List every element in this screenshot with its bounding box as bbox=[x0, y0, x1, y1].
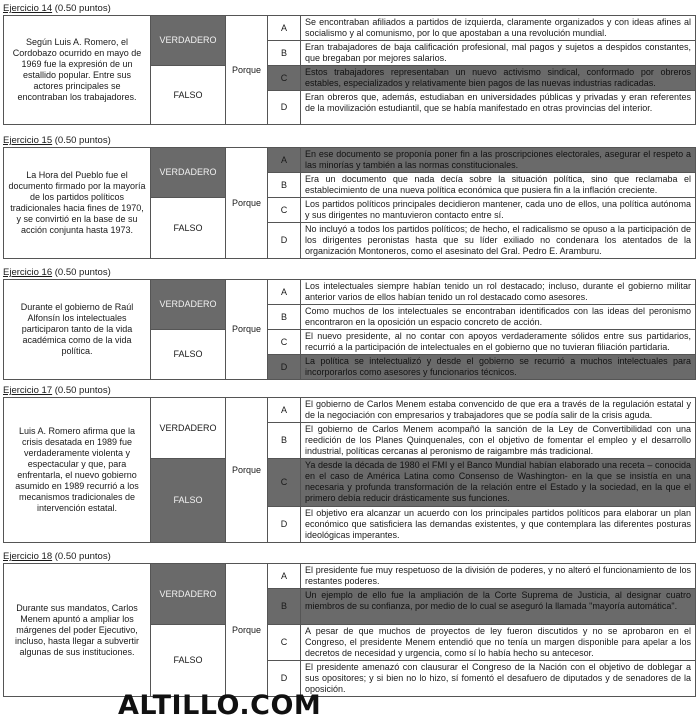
option-letter-d[interactable]: D bbox=[268, 355, 301, 380]
option-letter-a[interactable]: A bbox=[268, 564, 301, 589]
falso-option[interactable]: FALSO bbox=[151, 198, 226, 259]
option-c-text[interactable]: Los partidos políticos principales decidieron mantener, cada uno de ellos, una política autónoma y sus dirigentes no mantuvieron contacto entre sí. bbox=[301, 198, 696, 223]
falso-option[interactable]: FALSO bbox=[151, 459, 226, 543]
altillo-watermark: ALTILLO.COM bbox=[118, 690, 322, 721]
option-letter-a[interactable]: A bbox=[268, 148, 301, 173]
exercise-title: Ejercicio 14 (0.50 puntos) bbox=[3, 3, 111, 14]
option-b-text[interactable]: Eran trabajadores de baja calificación profesional, mal pagos y sujetos a despidos constantes, que bregaban por mejores salarios. bbox=[301, 41, 696, 66]
option-letter-d[interactable]: D bbox=[268, 91, 301, 125]
option-letter-d[interactable]: D bbox=[268, 507, 301, 543]
verdadero-option[interactable]: VERDADERO bbox=[151, 148, 226, 198]
porque-label: Porque bbox=[226, 148, 268, 259]
verdadero-option[interactable]: VERDADERO bbox=[151, 16, 226, 66]
falso-option[interactable]: FALSO bbox=[151, 625, 226, 697]
statement: Durante el gobierno de Raúl Alfonsín los intelectuales participaron tanto de la vida académica como de la vida política. bbox=[4, 280, 151, 380]
option-d-text[interactable]: El presidente amenazó con clausurar el Congreso de la Nación con el objetivo de doblegar a sus opositores; y si bien no lo hizo, sí fomentó el desafuero de diputados y de senadores de la oposición. bbox=[301, 661, 696, 697]
option-a-text[interactable]: El presidente fue muy respetuoso de la división de poderes, y no alteró el funcionamiento de los restantes poderes. bbox=[301, 564, 696, 589]
exercise-16 bbox=[3, 266, 695, 380]
option-b-text[interactable]: Como muchos de los intelectuales se encontraban identificados con las ideas del peronismo encontraron en la oposición un espacio concreto de acción. bbox=[301, 305, 696, 330]
exercise-14 bbox=[3, 2, 695, 125]
statement: La Hora del Pueblo fue el documento firmado por la mayoría de los partidos políticos tradicionales hacia fines de 1970, y se convirtió en la base de su acción conjunta hasta 1973. bbox=[4, 148, 151, 259]
option-letter-b[interactable]: B bbox=[268, 423, 301, 459]
porque-label: Porque bbox=[226, 280, 268, 380]
option-c-text[interactable]: A pesar de que muchos de proyectos de ley fueron discutidos y no se aprobaron en el Congreso, el presidente Menem entendió que no tenía un margen disponible para apelar a los decretos de necesidad y urgencia, como sí lo había hecho su antecesor. bbox=[301, 625, 696, 661]
exercise-title: Ejercicio 17 (0.50 puntos) bbox=[3, 385, 111, 396]
option-letter-a[interactable]: A bbox=[268, 280, 301, 305]
option-letter-d[interactable]: D bbox=[268, 661, 301, 697]
verdadero-option[interactable]: VERDADERO bbox=[151, 564, 226, 625]
exercise-title: Ejercicio 18 (0.50 puntos) bbox=[3, 551, 111, 562]
verdadero-option[interactable]: VERDADERO bbox=[151, 398, 226, 459]
statement: Durante sus mandatos, Carlos Menem apuntó a ampliar los márgenes del poder Ejecutivo, incluso, hasta llegar a subvertir algunas de sus instituciones. bbox=[4, 564, 151, 697]
porque-label: Porque bbox=[226, 398, 268, 543]
option-d-text[interactable]: Eran obreros que, además, estudiaban en universidades públicas y privadas y eran referentes de la movilización estudiantil, que se había manifestado en otras provincias del interior. bbox=[301, 91, 696, 125]
option-d-text[interactable]: No incluyó a todos los partidos políticos; de hecho, el radicalismo se opuso a la participación de los dirigentes peronistas hasta que su líder exiliado no condenara los atentados de la organización Montoneros, como el asesinato del Gral. Pedro E. Aramburu. bbox=[301, 223, 696, 259]
option-a-text[interactable]: El gobierno de Carlos Menem estaba convencido de que era a través de la regulación estatal y de la negociación con empresarios y trabajadores que se podía salir de la crisis aguda. bbox=[301, 398, 696, 423]
option-a-text[interactable]: En ese documento se proponía poner fin a las proscripciones electorales, asegurar el respeto a las minorías y también a las normas constitucionales. bbox=[301, 148, 696, 173]
option-d-text[interactable]: La política se intelectualizó y desde el gobierno se recurrió a muchos intelectuales para incorporarlos como asesores y funcionarios técnicos. bbox=[301, 355, 696, 380]
option-d-text[interactable]: El objetivo era alcanzar un acuerdo con los principales partidos políticos para elaborar un plan económico que satisficiera las demandas existentes, y que contemplara las diferentes posturas ideológicas imperantes. bbox=[301, 507, 696, 543]
option-letter-d[interactable]: D bbox=[268, 223, 301, 259]
exercise-title: Ejercicio 16 (0.50 puntos) bbox=[3, 267, 111, 278]
option-letter-c[interactable]: C bbox=[268, 66, 301, 91]
option-a-text[interactable]: Se encontraban afiliados a partidos de izquierda, claramente organizados y con ideas afines al socialismo y al comunismo, por lo que apostaban a una revolución mundial. bbox=[301, 16, 696, 41]
option-c-text[interactable]: Estos trabajadores representaban un nuevo activismo sindical, conformado por obreros estables, especializados y relativamente bien pagos de las nuevas industrias radicadas. bbox=[301, 66, 696, 91]
option-letter-b[interactable]: B bbox=[268, 589, 301, 625]
verdadero-option[interactable]: VERDADERO bbox=[151, 280, 226, 330]
porque-label: Porque bbox=[226, 564, 268, 697]
exercise-17 bbox=[3, 384, 695, 543]
exercise-table bbox=[3, 147, 696, 259]
exercise-15 bbox=[3, 134, 695, 259]
option-a-text[interactable]: Los intelectuales siempre habían tenido un rol destacado; incluso, durante el gobierno militar anterior varios de ellos habían tenido un rol destacado como asesores. bbox=[301, 280, 696, 305]
option-c-text[interactable]: El nuevo presidente, al no contar con apoyos verdaderamente sólidos entre sus partidarios, recurrió a la participación de intelectuales en el gobierno que no tuvieran filiación partidaria. bbox=[301, 330, 696, 355]
exercise-table bbox=[3, 397, 696, 543]
exercise-table bbox=[3, 563, 696, 697]
exercise-table bbox=[3, 279, 696, 380]
statement: Luis A. Romero afirma que la crisis desatada en 1989 fue verdaderamente violenta y espectacular y que, para enfrentarla, el nuevo gobierno asumido en 1989 recurrió a los mecanismos tradicionales de intervención estatal. bbox=[4, 398, 151, 543]
option-b-text[interactable]: Era un documento que nada decía sobre la situación política, sino que reclamaba el establecimiento de una nueva política económica que pusiera fin a la inflación creciente. bbox=[301, 173, 696, 198]
option-letter-b[interactable]: B bbox=[268, 41, 301, 66]
option-c-text[interactable]: Ya desde la década de 1980 el FMI y el Banco Mundial habían elaborado una receta – conocida en el caso de América Latina como Consenso de Washington- en la que se insistía en una necesaria y profunda transformación de la relación entre el Estado y la sociedad, en la que el primero debía reducir drásticamente sus funciones. bbox=[301, 459, 696, 507]
option-b-text[interactable]: Un ejemplo de ello fue la ampliación de la Corte Suprema de Justicia, al designar cuatro miembros de su confianza, por medio de lo cual se aseguró la llamada "mayoría automática". bbox=[301, 589, 696, 625]
porque-label: Porque bbox=[226, 16, 268, 125]
option-letter-a[interactable]: A bbox=[268, 398, 301, 423]
option-letter-c[interactable]: C bbox=[268, 625, 301, 661]
option-letter-c[interactable]: C bbox=[268, 330, 301, 355]
falso-option[interactable]: FALSO bbox=[151, 330, 226, 380]
exercise-title: Ejercicio 15 (0.50 puntos) bbox=[3, 135, 111, 146]
option-letter-a[interactable]: A bbox=[268, 16, 301, 41]
option-b-text[interactable]: El gobierno de Carlos Menem acompañó la sanción de la Ley de Convertibilidad con una reedición de los Planes Quinquenales, con el objetivo de fomentar el empleo y el desarrollo industrial, políticas cercanas al peronismo de raigambre más tradicional. bbox=[301, 423, 696, 459]
falso-option[interactable]: FALSO bbox=[151, 66, 226, 125]
statement: Según Luis A. Romero, el Cordobazo ocurrido en mayo de 1969 fue la expresión de un estallido popular. Entre sus actores principales se encontraban los trabajadores. bbox=[4, 16, 151, 125]
exercise-18 bbox=[3, 550, 695, 697]
option-letter-b[interactable]: B bbox=[268, 305, 301, 330]
option-letter-b[interactable]: B bbox=[268, 173, 301, 198]
exercise-table bbox=[3, 15, 696, 125]
option-letter-c[interactable]: C bbox=[268, 459, 301, 507]
option-letter-c[interactable]: C bbox=[268, 198, 301, 223]
